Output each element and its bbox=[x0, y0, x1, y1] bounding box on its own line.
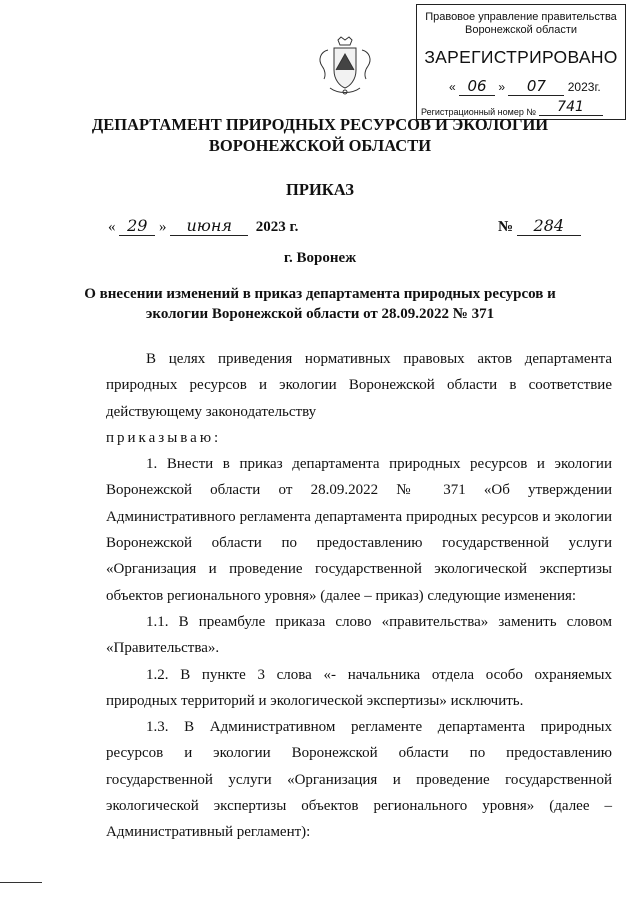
order-date-close-quote: » bbox=[159, 219, 167, 235]
paragraph-1: 1. Внести в приказ департамента природных ресурсов и экологии Воронежской области от 28.09.2022 № 371 «Об утверждении Административного регламента департамента природных ресурсов и экологии Воронежской области по предоставлению государственной услуги «Организация и проведение государственной экологической экспертизы объектов регионального уровня» (далее – приказ) следующие изменения: bbox=[106, 456, 612, 604]
order-number-label: № bbox=[498, 219, 514, 235]
stamp-date-open-quote: « bbox=[449, 80, 456, 94]
order-date-open-quote: « bbox=[108, 219, 116, 235]
order-date-month: июня bbox=[170, 216, 248, 236]
subject-line1: О внесении изменений в приказ департамента природных ресурсов и bbox=[84, 286, 556, 302]
order-number bbox=[498, 216, 581, 236]
paragraph-1-2: 1.2. В пункте 3 слова «- начальника отдела особо охраняемых природных территорий и экологической экспертизы» исключить. bbox=[106, 666, 612, 709]
stamp-date-day: 06 bbox=[459, 77, 495, 96]
stamp-date-year: 2023г. bbox=[567, 80, 601, 94]
order-number-value: 284 bbox=[517, 216, 581, 236]
order-body bbox=[106, 346, 612, 846]
registration-stamp bbox=[416, 4, 626, 120]
paragraph-1-3: 1.3. В Административном регламенте департамента природных ресурсов и экологии Воронежской области по предоставлению государственной услуги «Организация и проведение государственной экологической экспертизы объектов регионального уровня» (далее – Административный регламент): bbox=[106, 719, 612, 841]
stamp-date-close-quote: » bbox=[498, 80, 506, 94]
department-name bbox=[0, 114, 640, 156]
department-line2: ВОРОНЕЖСКОЙ ОБЛАСТИ bbox=[208, 136, 432, 155]
stamp-org-line2: Воронежской области bbox=[464, 24, 577, 36]
preamble-paragraph: В целях приведения нормативных правовых актов департамента природных ресурсов и экологии Воронежской области в соответствие действующему законодательству bbox=[106, 351, 612, 420]
document-type: ПРИКАЗ bbox=[286, 180, 354, 199]
order-date-day: 29 bbox=[119, 216, 155, 236]
stamp-organization bbox=[417, 11, 625, 37]
stamp-reg-label: Регистрационный номер № bbox=[421, 107, 537, 117]
footer-rule bbox=[0, 882, 42, 883]
order-date-year: 2023 г. bbox=[255, 219, 299, 235]
department-line1: ДЕПАРТАМЕНТ ПРИРОДНЫХ РЕСУРСОВ И ЭКОЛОГИИ bbox=[91, 115, 549, 134]
stamp-org-line1: Правовое управление правительства bbox=[425, 11, 617, 23]
stamp-date bbox=[449, 77, 619, 96]
coat-of-arms-emblem bbox=[316, 36, 374, 98]
stamp-status: ЗАРЕГИСТРИРОВАНО bbox=[424, 47, 618, 67]
city: г. Воронеж bbox=[283, 250, 357, 266]
order-subject bbox=[0, 284, 640, 324]
orders-word: приказываю: bbox=[106, 429, 222, 446]
stamp-reg-value: 741 bbox=[539, 99, 603, 116]
stamp-date-month: 07 bbox=[508, 77, 564, 96]
order-date bbox=[108, 216, 298, 236]
subject-line2: экологии Воронежской области от 28.09.2022 № 371 bbox=[145, 306, 495, 322]
paragraph-1-1: 1.1. В преамбуле приказа слово «правительства» заменить словом «Правительства». bbox=[106, 613, 612, 657]
